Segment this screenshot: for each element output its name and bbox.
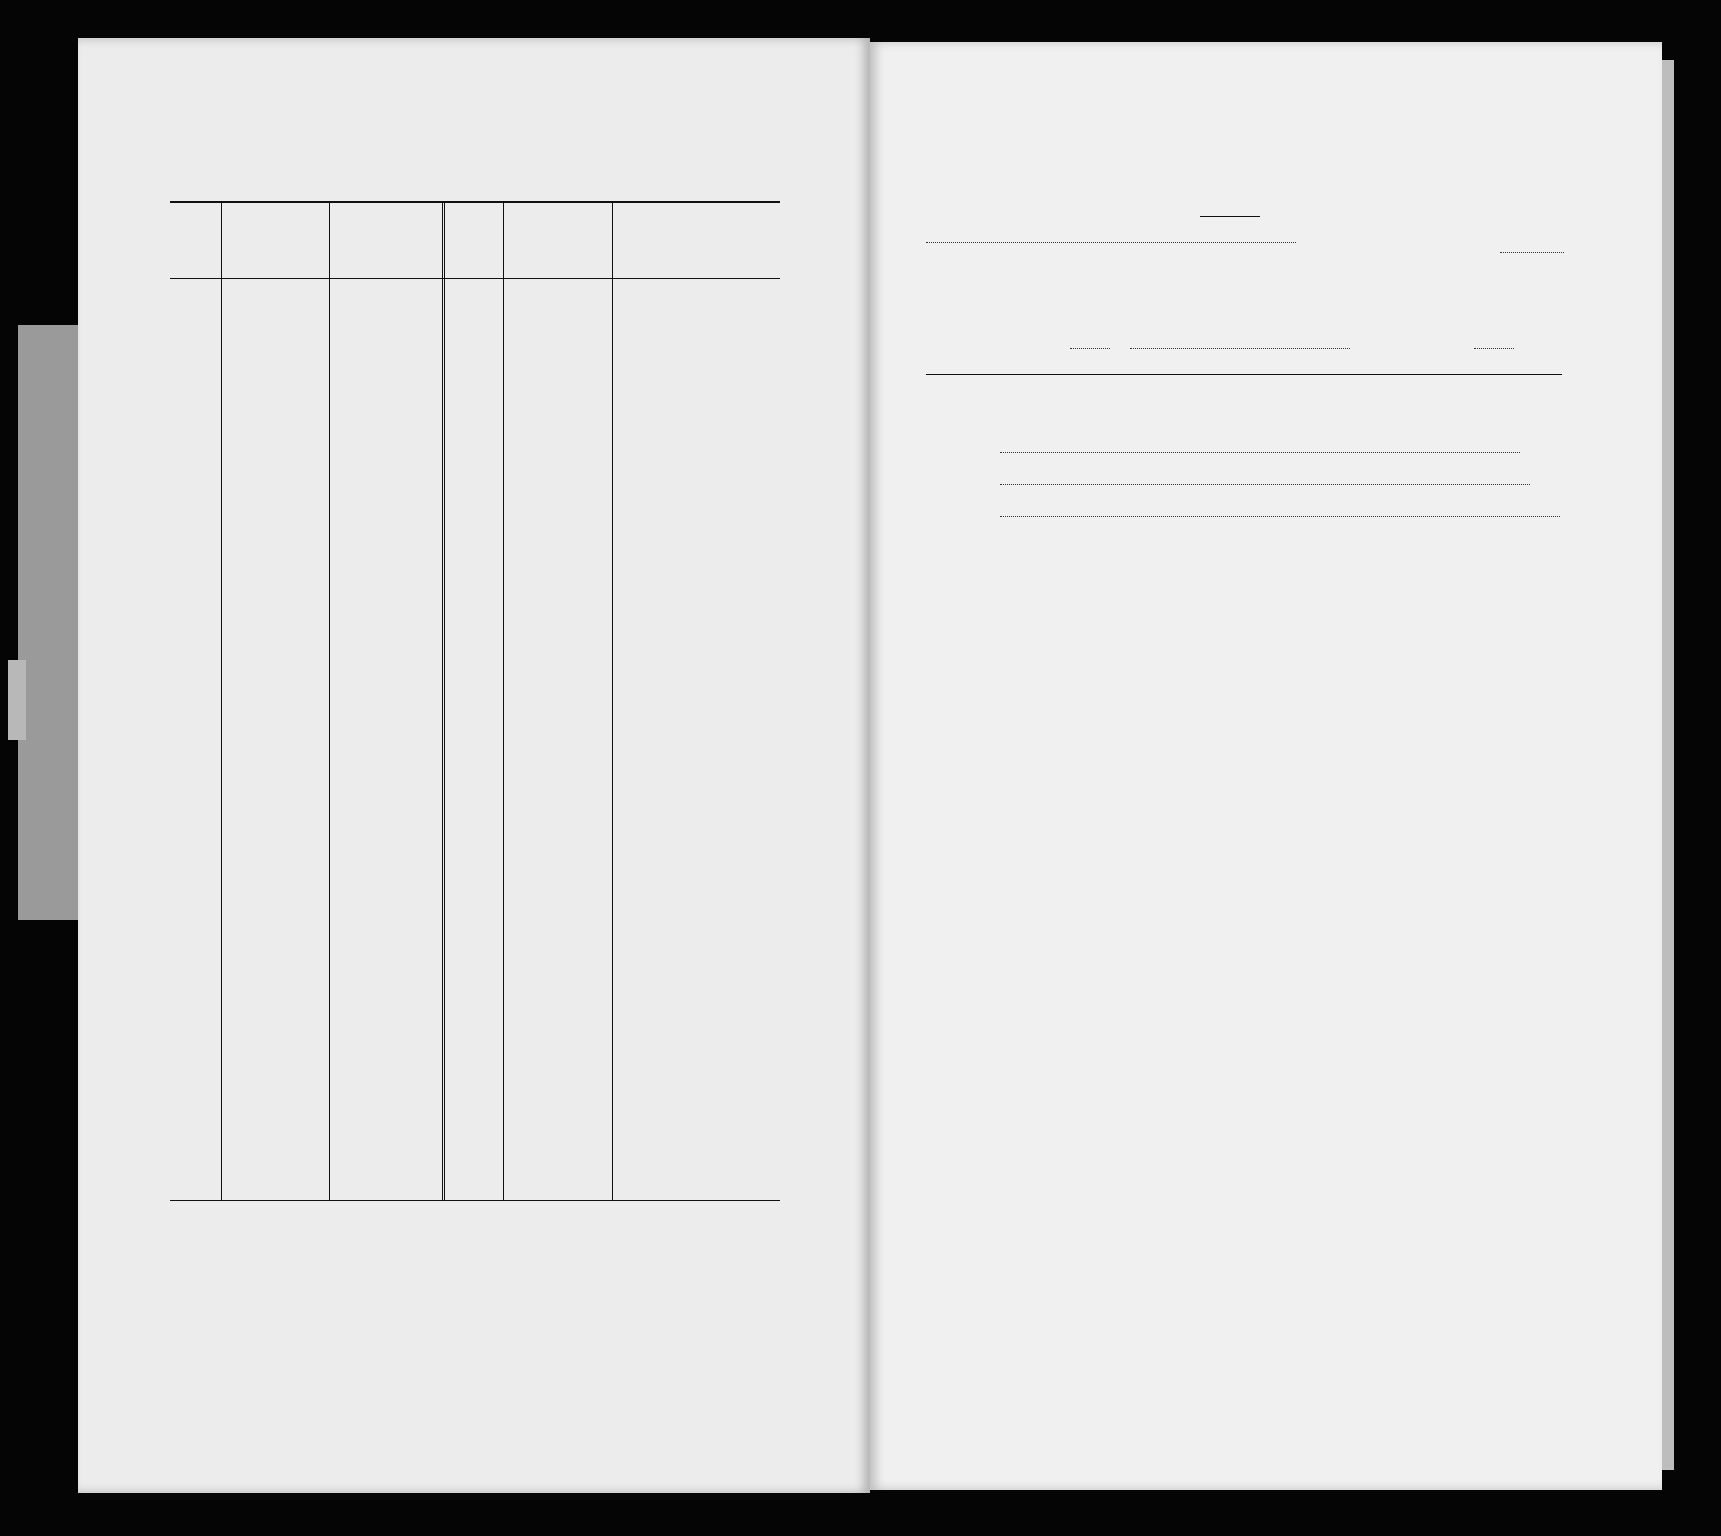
table-bottom-rule: [170, 1200, 780, 1201]
husliste-field: [1070, 348, 1110, 349]
left-page: [78, 38, 870, 1493]
page-edge: [1662, 60, 1674, 1470]
col-divider: [329, 201, 330, 1201]
gade-field: [1474, 348, 1514, 349]
col-divider: [221, 201, 222, 1201]
col-divider: [503, 201, 504, 1201]
binding-tab-edge: [8, 660, 26, 740]
street-field: [1130, 348, 1350, 349]
kreds-field: [1500, 252, 1564, 253]
by-field: [926, 242, 1296, 243]
owner-field-3: [1000, 516, 1560, 517]
owner-field-1: [1000, 452, 1520, 453]
table-top-rule: [170, 201, 780, 203]
binding-tab: [18, 325, 80, 920]
col-divider: [442, 201, 443, 1201]
title-rule: [1200, 216, 1260, 217]
separator-rule: [926, 374, 1562, 375]
col-divider: [444, 201, 445, 1201]
col-divider: [612, 201, 613, 1201]
right-page: [870, 42, 1662, 1490]
table-header-rule: [170, 278, 780, 279]
owner-field-2: [1000, 484, 1530, 485]
